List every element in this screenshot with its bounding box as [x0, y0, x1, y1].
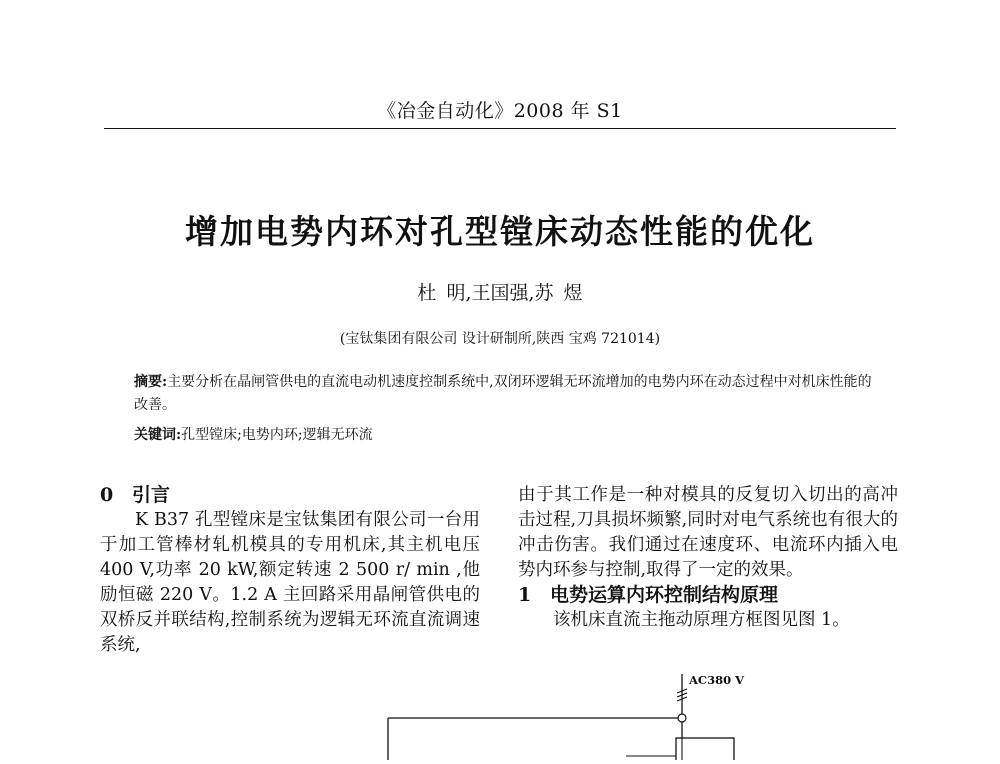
supply-voltage-label: AC380 V: [689, 673, 745, 687]
header-rule: [104, 128, 896, 129]
figure-1-diagram: [380, 668, 800, 760]
section-0-paragraph: K B37 孔型镗床是宝钛集团有限公司一台用于加工管棒材轧机模具的专用机床,其主机电压400 V,功率 20 kW,额定转速 2 500 r/ min ,他励恒磁 220 V。1.2 A 主回路采用晶闸管供电的双桥反并联结构,控制系统为逻辑无环流直流调速系统,: [100, 510, 480, 655]
section-0-number: 0: [100, 484, 114, 506]
supply-terminal-circle: [678, 714, 686, 722]
keywords: [134, 424, 874, 447]
section-1-heading: [518, 583, 898, 608]
figure-1-svg: [380, 668, 800, 760]
abstract-text: 主要分析在晶闸管供电的直流电动机速度控制系统中,双闭环逻辑无环流增加的电势内环在动态过程中对机床性能的改善。: [134, 374, 872, 413]
section-0-continuation: 由于其工作是一种对模具的反复切入切出的高冲击过程,刀具损坏频繁,同时对电气系统也有很大的冲击伤害。我们通过在速度环、电流环内插入电势内环参与控制,取得了一定的效果。: [518, 485, 898, 580]
section-1-paragraph: 该机床直流主拖动原理方框图见图 1。: [553, 610, 850, 630]
left-column: [100, 483, 480, 658]
paper-affiliation: (宝钛集团有限公司 设计研制所,陕西 宝鸡 721014): [339, 331, 661, 347]
keywords-label: 关键词:: [134, 427, 182, 443]
abstract: [134, 371, 874, 417]
paper-authors: 杜 明,王国强,苏 煜: [417, 282, 583, 304]
keywords-text: 孔型镗床;电势内环;逻辑无环流: [181, 427, 373, 443]
section-0-heading: [100, 483, 480, 508]
abstract-label: 摘要:: [134, 374, 168, 390]
section-1-number: 1: [518, 584, 532, 606]
journal-header: 《冶金自动化》2008 年 S1: [377, 100, 623, 122]
section-1-title: 电势运算内环控制结构原理: [550, 584, 779, 606]
right-column: [518, 483, 898, 633]
section-0-title: 引言: [132, 484, 171, 506]
paper-title: 增加电势内环对孔型镗床动态性能的优化: [185, 212, 815, 251]
converter-block: [676, 738, 734, 760]
